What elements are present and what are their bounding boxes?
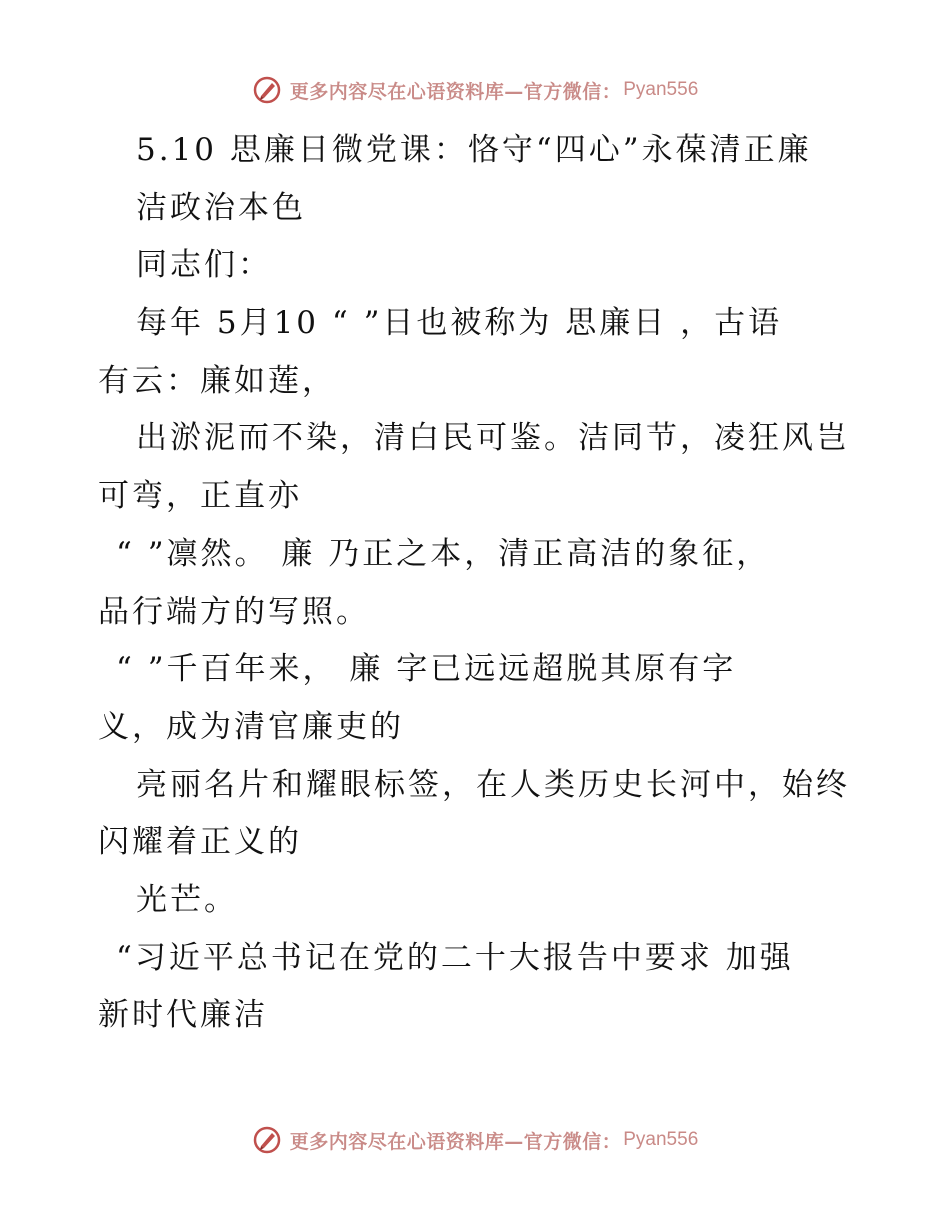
header-watermark xyxy=(0,70,950,110)
body-line: “习近平总书记在党的二十大报告中要求 加强 xyxy=(116,939,794,976)
title-line-1: 5.10 思廉日微党课：恪守“四心”永葆清正廉 xyxy=(136,132,812,168)
body-line: 光芒。 xyxy=(136,881,238,918)
body-line: 出淤泥而不染，清白民可鉴。洁同节，凌狂风岂 xyxy=(136,420,850,457)
body-line: 新时代廉洁 xyxy=(98,997,268,1034)
body-line: 有云：廉如莲， xyxy=(98,362,336,399)
footer-watermark xyxy=(0,1120,950,1160)
body-line: “ ”凛然。 廉 乃正之本，清正高洁的象征， xyxy=(116,535,771,572)
watermark-text: 更多内容尽在心语资料库—官方微信： xyxy=(289,80,622,103)
title-line-2: 洁政治本色 xyxy=(136,189,306,226)
salutation: 同志们： xyxy=(136,247,272,284)
body-line: 每年 5月10 “ ”日也被称为 思廉日 ，古语 xyxy=(136,305,783,342)
body-line: 可弯，正直亦 xyxy=(98,478,302,515)
watermark-text: 更多内容尽在心语资料库—官方微信： xyxy=(289,1130,622,1153)
body-line: 闪耀着正义的 xyxy=(98,824,302,861)
pen-logo-icon xyxy=(252,1125,282,1155)
document-body xyxy=(98,122,858,1045)
body-line: “ ”千百年来， 廉 字已远远超脱其原有字 xyxy=(116,651,737,688)
watermark-wechat-id: Pyan556 xyxy=(623,1129,699,1150)
body-line: 亮丽名片和耀眼标签，在人类历史长河中，始终 xyxy=(136,766,850,803)
body-line: 品行端方的写照。 xyxy=(98,593,370,630)
pen-logo-icon xyxy=(252,75,282,105)
body-line: 义，成为清官廉吏的 xyxy=(98,708,404,745)
watermark-wechat-id: Pyan556 xyxy=(623,79,699,100)
